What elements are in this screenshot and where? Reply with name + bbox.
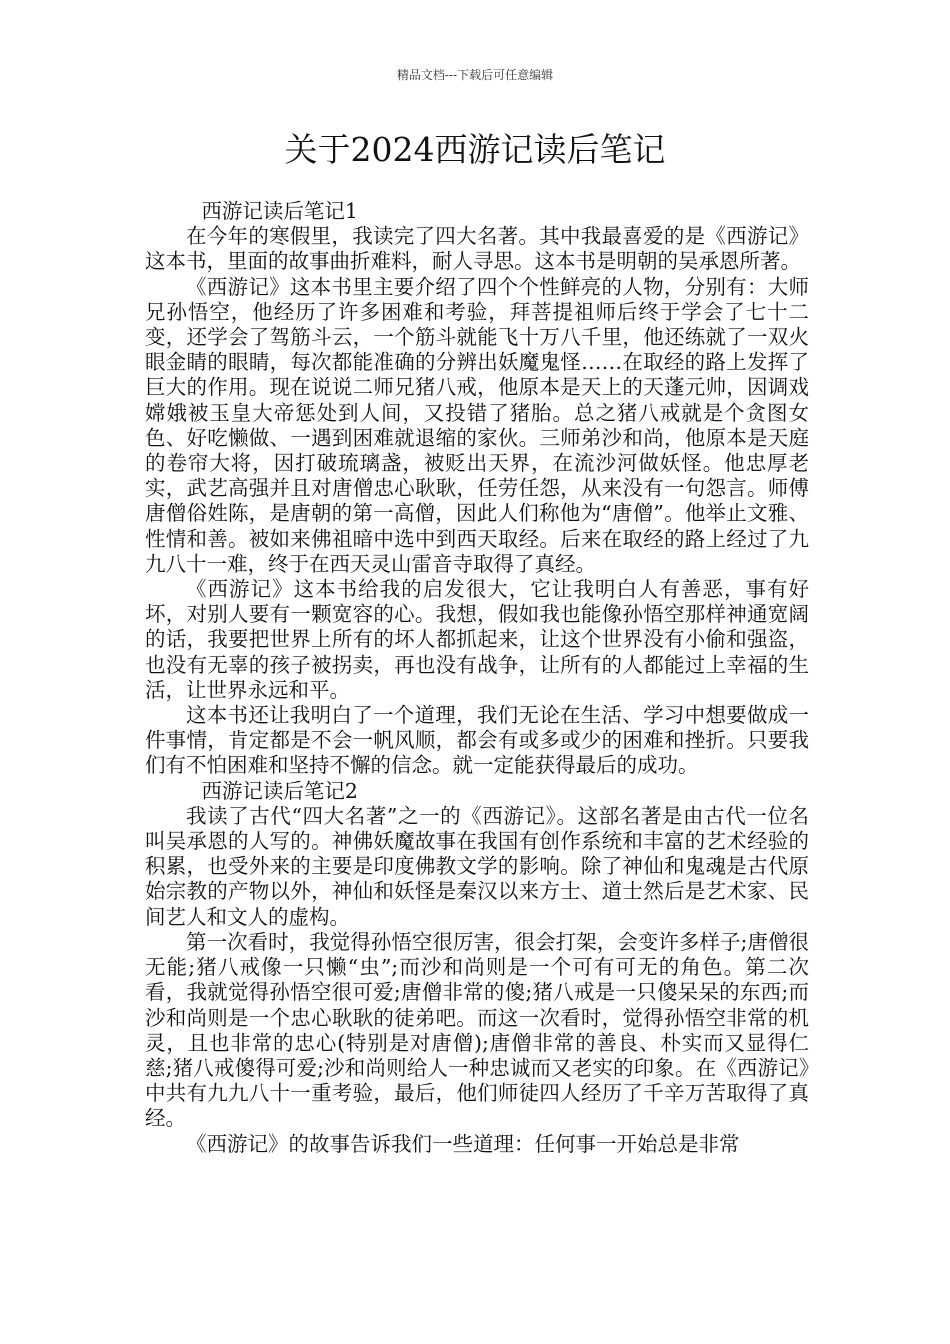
document-title: 关于2024西游记读后笔记 bbox=[284, 130, 666, 169]
paragraph: 这本书还让我明白了一个道理，我们无论在生活、学习中想要做成一件事情，肯定都是不会一帆风顺，都会有或多或少的困难和挫折。只要我们有不怕困难和坚持不懈的信念。就一定能获得最后的成功。 bbox=[145, 703, 809, 778]
paragraph: 在今年的寒假里，我读完了四大名著。其中我最喜爱的是《西游记》这本书，里面的故事曲折难料，耐人寻思。这本书是明朝的吴承恩所著。 bbox=[145, 224, 809, 274]
header-note: 精品文档---下载后可任意编辑 bbox=[396, 68, 554, 82]
paragraph: 第一次看时，我觉得孙悟空很厉害，很会打架，会变许多样子;唐僧很无能;猪八戒像一只懒“虫”;而沙和尚则是一个可有可无的角色。第二次看，我就觉得孙悟空很可爱;唐僧非常的傻;猪八戒是一只傻呆呆的东西;而沙和尚则是一个忠心耿耿的徒弟吧。而这一次看时，觉得孙悟空非常的机灵，且也非常的忠心(特别是对唐僧);唐僧非常的善良、朴实而又显得仁慈;猪八戒傻得可爱;沙和尚则给人一种忠诚而又老实的印象。在《西游记》中共有九九八十一重考验，最后，他们师徒四人经历了千辛万苦取得了真经。 bbox=[145, 929, 809, 1131]
document-body bbox=[145, 199, 809, 1157]
paragraph: 我读了古代“四大名著”之一的《西游记》。这部名著是由古代一位名叫吴承恩的人写的。神佛妖魔故事在我国有创作系统和丰富的艺术经验的积累，也受外来的主要是印度佛教文学的影响。除了神仙和鬼魂是古代原始宗教的产物以外，神仙和妖怪是秦汉以来方士、道士然后是艺术家、民间艺人和文人的虚构。 bbox=[145, 803, 809, 929]
paragraph: 《西游记》这本书里主要介绍了四个个性鲜亮的人物，分别有：大师兄孙悟空，他经历了许多困难和考验，拜菩提祖师后终于学会了七十二变，还学会了驾筋斗云，一个筋斗就能飞十万八千里，他还练就了一双火眼金睛的眼睛，每次都能准确的分辨出妖魔鬼怪……在取经的路上发挥了巨大的作用。现在说说二师兄猪八戒，他原本是天上的天蓬元帅，因调戏嫦娥被玉皇大帝惩处到人间，又投错了猪胎。总之猪八戒就是个贪图女色、好吃懒做、一遇到困难就退缩的家伙。三师弟沙和尚，他原本是天庭的卷帘大将，因打破琉璃盏，被贬出天界，在流沙河做妖怪。他忠厚老实，武艺高强并且对唐僧忠心耿耿，任劳任怨，从来没有一句怨言。师傅唐僧俗姓陈，是唐朝的第一高僧，因此人们称他为“唐僧”。他举止文雅、性情和善。被如来佛祖暗中选中到西天取经。后来在取经的路上经过了九九八十一难，终于在西天灵山雷音寺取得了真经。 bbox=[145, 274, 809, 576]
section-heading: 西游记读后笔记2 bbox=[201, 778, 358, 803]
paragraph: 《西游记》的故事告诉我们一些道理：任何事一开始总是非常 bbox=[186, 1131, 740, 1156]
paragraph: 《西游记》这本书给我的启发很大，它让我明白人有善恶，事有好坏，对别人要有一颗宽容的心。我想，假如我也能像孙悟空那样神通宽阔的话，我要把世界上所有的坏人都抓起来，让这个世界没有小偷和强盗，也没有无辜的孩子被拐卖，再也没有战争，让所有的人都能过上幸福的生活，让世界永远和平。 bbox=[145, 577, 809, 702]
section-heading: 西游记读后笔记1 bbox=[201, 199, 358, 223]
